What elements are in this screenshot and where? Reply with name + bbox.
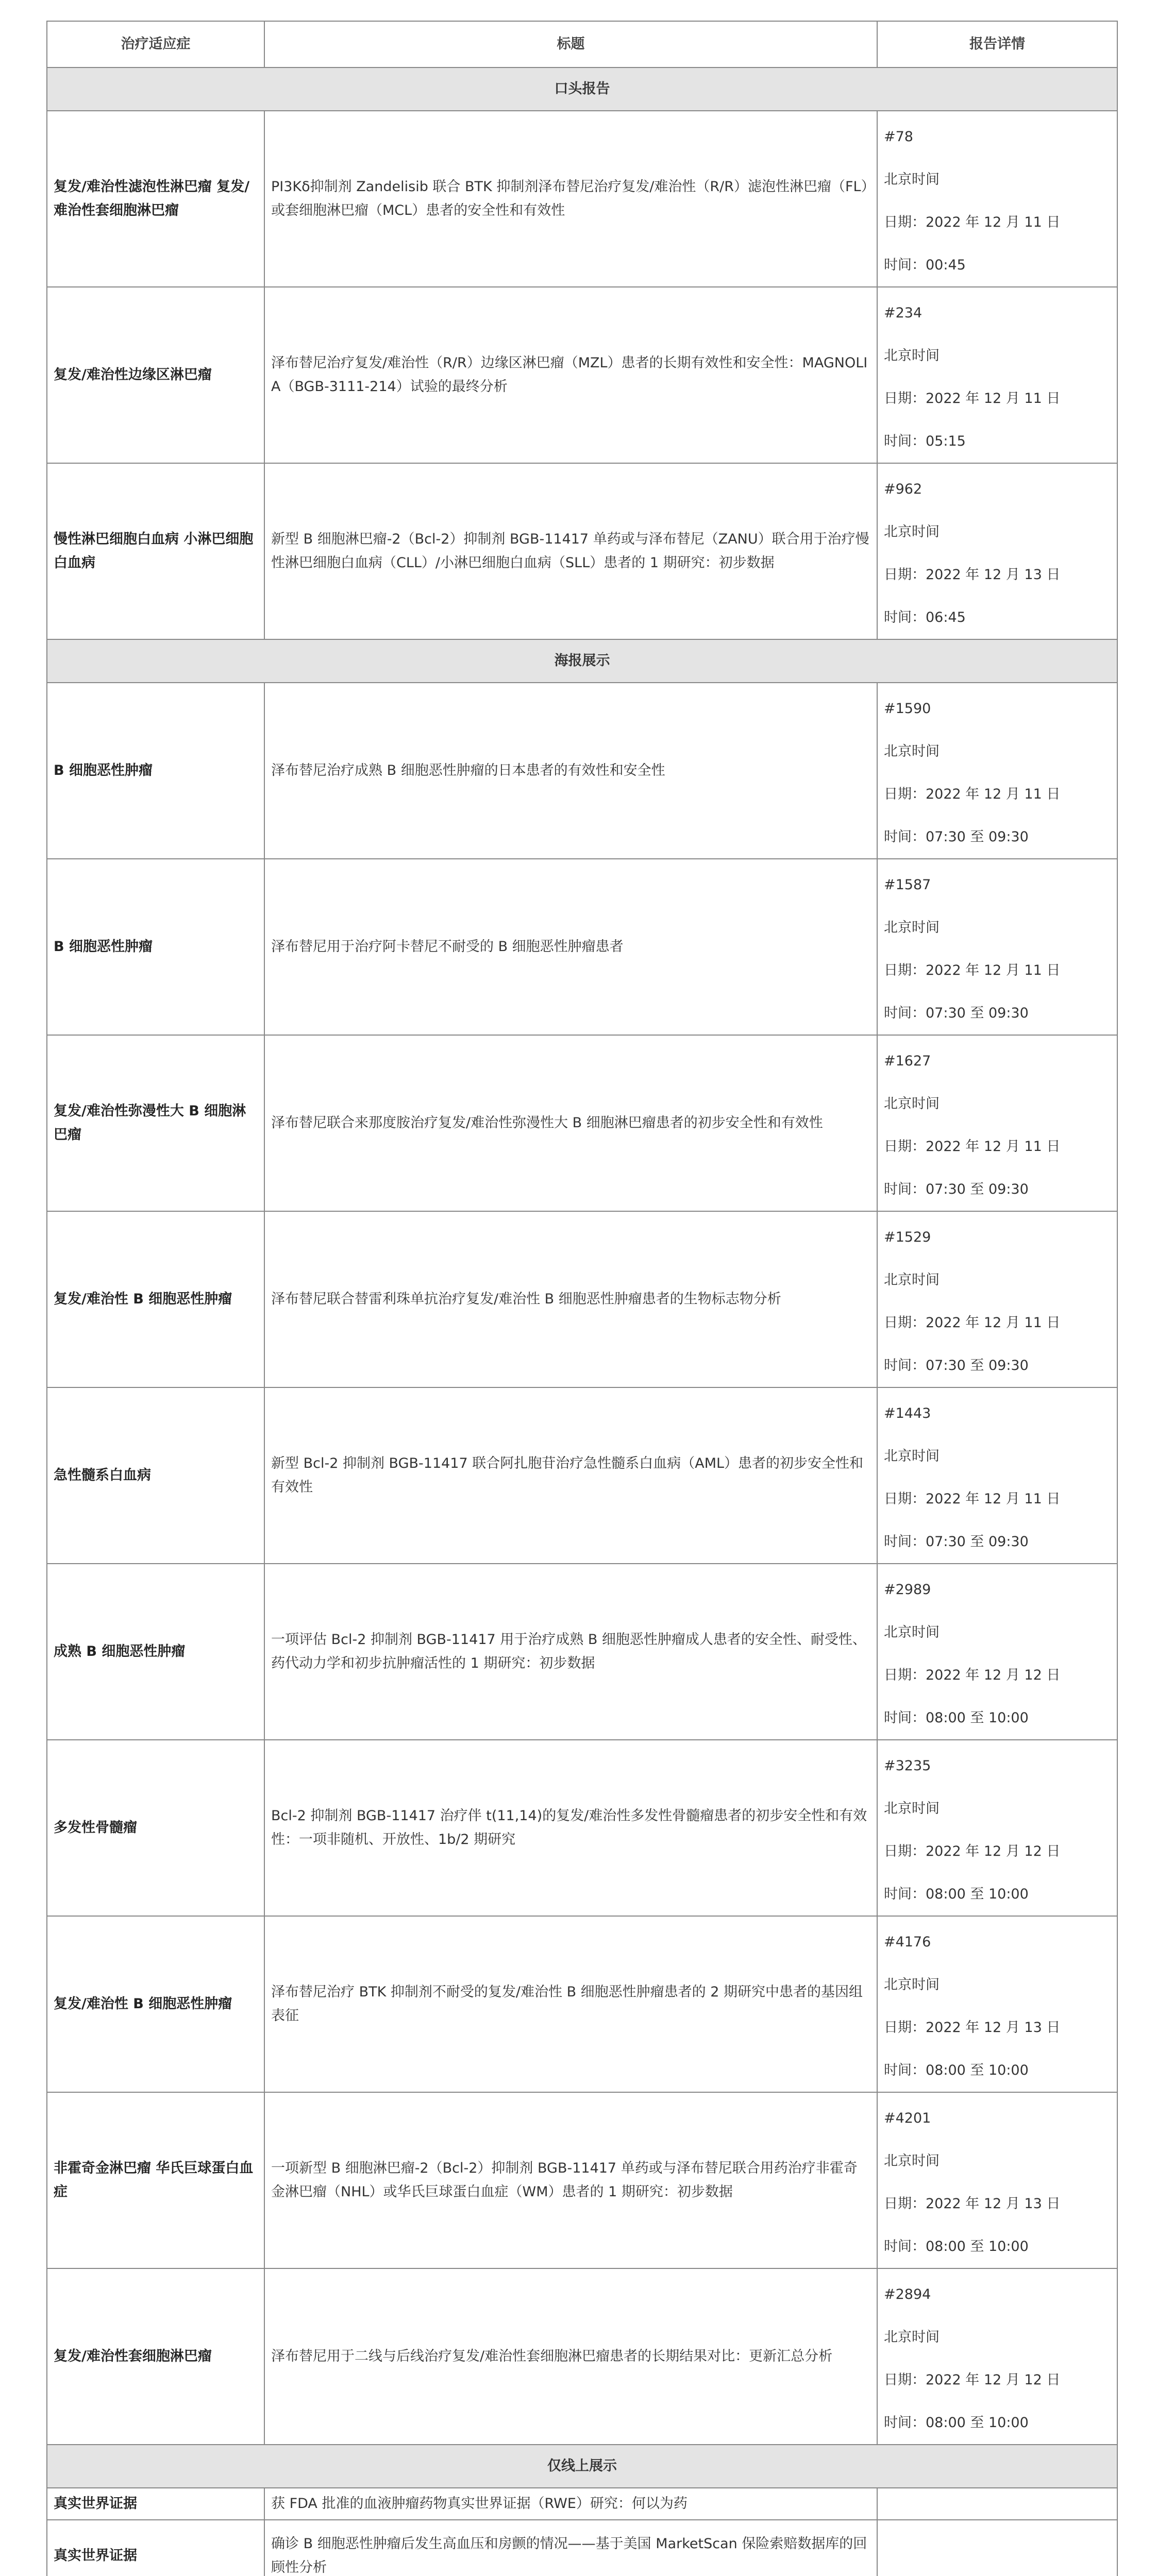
- table-row: [47, 1564, 1117, 1740]
- timezone-label: 北京时间: [884, 1272, 940, 1288]
- table-row: [47, 2268, 1117, 2445]
- timezone-label: 北京时间: [884, 172, 940, 188]
- time-line: 时间：08:00 至 10:00: [884, 2239, 1029, 2255]
- table-row: [47, 1740, 1117, 1916]
- details-cell: [877, 2092, 1117, 2268]
- time-line: 时间：08:00 至 10:00: [884, 2062, 1029, 2078]
- timezone-label: 北京时间: [884, 920, 940, 936]
- presentations-table: [46, 21, 1118, 2576]
- timezone-label: 北京时间: [884, 1448, 940, 1464]
- details-cell: [877, 111, 1117, 287]
- indication-cell: 慢性淋巴细胞白血病 小淋巴细胞白血病: [47, 463, 264, 639]
- abstract-number: #1627: [884, 1053, 931, 1069]
- date-line: 日期：2022 年 12 月 11 日: [884, 1491, 1061, 1507]
- title-cell: 泽布替尼治疗复发/难治性（R/R）边缘区淋巴瘤（MZL）患者的长期有效性和安全性：MAGNOLIA（BGB-3111-214）试验的最终分析: [264, 287, 877, 463]
- time-line: 时间：07:30 至 09:30: [884, 1358, 1029, 1374]
- table-row: [47, 1211, 1117, 1387]
- time-line: 时间：07:30 至 09:30: [884, 1181, 1029, 1197]
- time-line: 时间：08:00 至 10:00: [884, 2415, 1029, 2431]
- title-cell: 泽布替尼联合替雷利珠单抗治疗复发/难治性 B 细胞恶性肿瘤患者的生物标志物分析: [264, 1211, 877, 1387]
- title-cell: 一项评估 Bcl-2 抑制剂 BGB-11417 用于治疗成熟 B 细胞恶性肿瘤成人患者的安全性、耐受性、药代动力学和初步抗肿瘤活性的 1 期研究：初步数据: [264, 1564, 877, 1740]
- date-line: 日期：2022 年 12 月 13 日: [884, 2196, 1061, 2212]
- indication-cell: 成熟 B 细胞恶性肿瘤: [47, 1564, 264, 1740]
- title-cell: 确诊 B 细胞恶性肿瘤后发生高血压和房颤的情况——基于美国 MarketScan 保险索赔数据库的回顾性分析: [264, 2520, 877, 2576]
- details-cell: [877, 1916, 1117, 2092]
- table-row: [47, 463, 1117, 639]
- timezone-label: 北京时间: [884, 1624, 940, 1640]
- title-cell: 新型 B 细胞淋巴瘤-2（Bcl-2）抑制剂 BGB-11417 单药或与泽布替尼（ZANU）联合用于治疗慢性淋巴细胞白血病（CLL）/小淋巴细胞白血病（SLL）患者的 1 期研究：初步数据: [264, 463, 877, 639]
- abstract-number: #962: [884, 481, 923, 497]
- title-cell: 一项新型 B 细胞淋巴瘤-2（Bcl-2）抑制剂 BGB-11417 单药或与泽布替尼联合用药治疗非霍奇金淋巴瘤（NHL）或华氏巨球蛋白血症（WM）患者的 1 期研究：初步数据: [264, 2092, 877, 2268]
- date-line: 日期：2022 年 12 月 11 日: [884, 786, 1061, 802]
- details-cell: [877, 1387, 1117, 1564]
- section-title: 口头报告: [47, 67, 1117, 111]
- table-row: [47, 1387, 1117, 1564]
- details-cell: [877, 463, 1117, 639]
- indication-cell: 复发/难治性滤泡性淋巴瘤 复发/难治性套细胞淋巴瘤: [47, 111, 264, 287]
- abstract-number: #1590: [884, 701, 931, 717]
- timezone-label: 北京时间: [884, 743, 940, 759]
- details-cell: [877, 2268, 1117, 2445]
- time-line: 时间：05:15: [884, 433, 966, 449]
- details-cell: [877, 2520, 1117, 2576]
- table-row: [47, 287, 1117, 463]
- time-line: 时间：08:00 至 10:00: [884, 1886, 1029, 1902]
- timezone-label: 北京时间: [884, 1801, 940, 1817]
- header-indication: 治疗适应症: [47, 21, 264, 67]
- title-cell: 泽布替尼用于二线与后线治疗复发/难治性套细胞淋巴瘤患者的长期结果对比：更新汇总分析: [264, 2268, 877, 2445]
- details-cell: [877, 2488, 1117, 2520]
- time-line: 时间：00:45: [884, 257, 966, 273]
- abstract-number: #1443: [884, 1405, 931, 1421]
- date-line: 日期：2022 年 12 月 13 日: [884, 567, 1061, 583]
- indication-cell: 真实世界证据: [47, 2488, 264, 2520]
- time-line: 时间：07:30 至 09:30: [884, 1534, 1029, 1550]
- table-row: [47, 1035, 1117, 1211]
- abstract-number: #1529: [884, 1229, 931, 1245]
- abstract-number: #2989: [884, 1582, 931, 1598]
- indication-cell: 多发性骨髓瘤: [47, 1740, 264, 1916]
- timezone-label: 北京时间: [884, 1977, 940, 1993]
- indication-cell: 复发/难治性边缘区淋巴瘤: [47, 287, 264, 463]
- section-header-row: [47, 67, 1117, 111]
- date-line: 日期：2022 年 12 月 11 日: [884, 214, 1061, 230]
- table-row: [47, 1916, 1117, 2092]
- details-cell: [877, 287, 1117, 463]
- abstract-number: #2894: [884, 2286, 931, 2302]
- time-line: 时间：06:45: [884, 609, 966, 625]
- timezone-label: 北京时间: [884, 524, 940, 540]
- title-cell: Bcl-2 抑制剂 BGB-11417 治疗伴 t(11,14)的复发/难治性多发性骨髓瘤患者的初步安全性和有效性：一项非随机、开放性、1b/2 期研究: [264, 1740, 877, 1916]
- section-title: 仅线上展示: [47, 2445, 1117, 2488]
- title-cell: 泽布替尼用于治疗阿卡替尼不耐受的 B 细胞恶性肿瘤患者: [264, 859, 877, 1035]
- table-body: [47, 21, 1117, 2576]
- abstract-number: #4201: [884, 2110, 931, 2126]
- abstract-number: #3235: [884, 1758, 931, 1774]
- section-header-row: [47, 639, 1117, 683]
- abstract-number: #234: [884, 305, 923, 321]
- date-line: 日期：2022 年 12 月 11 日: [884, 962, 1061, 978]
- title-cell: 泽布替尼联合来那度胺治疗复发/难治性弥漫性大 B 细胞淋巴瘤患者的初步安全性和有效性: [264, 1035, 877, 1211]
- indication-cell: 复发/难治性 B 细胞恶性肿瘤: [47, 1916, 264, 2092]
- title-cell: 获 FDA 批准的血液肿瘤药物真实世界证据（RWE）研究：何以为药: [264, 2488, 877, 2520]
- date-line: 日期：2022 年 12 月 11 日: [884, 391, 1061, 406]
- table-row: [47, 683, 1117, 859]
- table-row: [47, 859, 1117, 1035]
- table-header-row: [47, 21, 1117, 67]
- time-line: 时间：08:00 至 10:00: [884, 1710, 1029, 1726]
- title-cell: 泽布替尼治疗成熟 B 细胞恶性肿瘤的日本患者的有效性和安全性: [264, 683, 877, 859]
- table-row: [47, 2488, 1117, 2520]
- timezone-label: 北京时间: [884, 1096, 940, 1112]
- indication-cell: 非霍奇金淋巴瘤 华氏巨球蛋白血症: [47, 2092, 264, 2268]
- indication-cell: 复发/难治性 B 细胞恶性肿瘤: [47, 1211, 264, 1387]
- details-cell: [877, 1564, 1117, 1740]
- date-line: 日期：2022 年 12 月 12 日: [884, 2372, 1061, 2388]
- timezone-label: 北京时间: [884, 2153, 940, 2169]
- title-cell: 新型 Bcl-2 抑制剂 BGB-11417 联合阿扎胞苷治疗急性髓系白血病（AML）患者的初步安全性和有效性: [264, 1387, 877, 1564]
- details-cell: [877, 1740, 1117, 1916]
- timezone-label: 北京时间: [884, 2329, 940, 2345]
- header-title: 标题: [264, 21, 877, 67]
- indication-cell: 急性髓系白血病: [47, 1387, 264, 1564]
- section-title: 海报展示: [47, 639, 1117, 683]
- details-cell: [877, 1211, 1117, 1387]
- date-line: 日期：2022 年 12 月 12 日: [884, 1667, 1061, 1683]
- table-row: [47, 111, 1117, 287]
- title-cell: 泽布替尼治疗 BTK 抑制剂不耐受的复发/难治性 B 细胞恶性肿瘤患者的 2 期研究中患者的基因组表征: [264, 1916, 877, 2092]
- indication-cell: 复发/难治性弥漫性大 B 细胞淋巴瘤: [47, 1035, 264, 1211]
- title-cell: PI3Kδ抑制剂 Zandelisib 联合 BTK 抑制剂泽布替尼治疗复发/难治性（R/R）滤泡性淋巴瘤（FL）或套细胞淋巴瘤（MCL）患者的安全性和有效性: [264, 111, 877, 287]
- section-header-row: [47, 2445, 1117, 2488]
- time-line: 时间：07:30 至 09:30: [884, 829, 1029, 845]
- date-line: 日期：2022 年 12 月 11 日: [884, 1315, 1061, 1331]
- date-line: 日期：2022 年 12 月 12 日: [884, 1843, 1061, 1859]
- date-line: 日期：2022 年 12 月 11 日: [884, 1139, 1061, 1155]
- indication-cell: 真实世界证据: [47, 2520, 264, 2576]
- header-details: 报告详情: [877, 21, 1117, 67]
- details-cell: [877, 683, 1117, 859]
- time-line: 时间：07:30 至 09:30: [884, 1005, 1029, 1021]
- indication-cell: 复发/难治性套细胞淋巴瘤: [47, 2268, 264, 2445]
- abstract-number: #4176: [884, 1934, 931, 1950]
- timezone-label: 北京时间: [884, 348, 940, 364]
- table-row: [47, 2092, 1117, 2268]
- indication-cell: B 细胞恶性肿瘤: [47, 859, 264, 1035]
- table-row: [47, 2520, 1117, 2576]
- details-cell: [877, 1035, 1117, 1211]
- abstract-number: #1587: [884, 877, 931, 893]
- indication-cell: B 细胞恶性肿瘤: [47, 683, 264, 859]
- details-cell: [877, 859, 1117, 1035]
- date-line: 日期：2022 年 12 月 13 日: [884, 2020, 1061, 2036]
- abstract-number: #78: [884, 129, 913, 145]
